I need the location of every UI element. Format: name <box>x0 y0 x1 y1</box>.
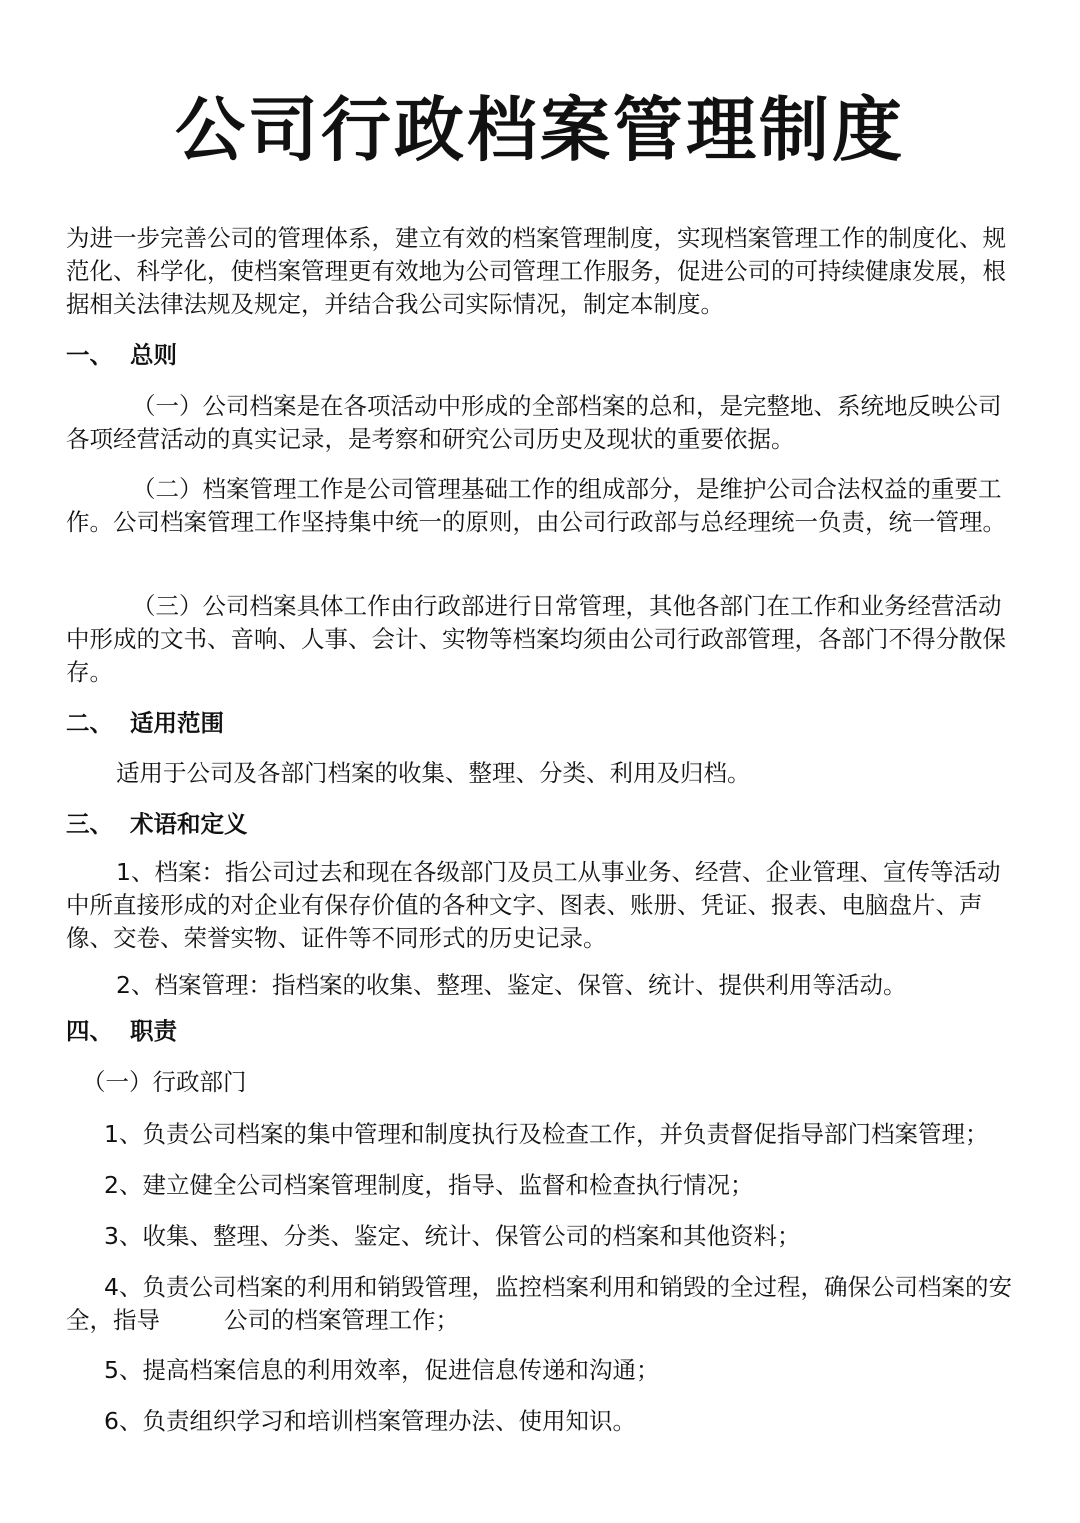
general-item-3: （三）公司档案具体工作由行政部进行日常管理，其他各部门在工作和业务经营活动中形成的文书、音响、人事、会计、实物等档案均须由公司行政部管理，各部门不得分散保存。 <box>66 592 1006 686</box>
section-number: 二、 <box>66 709 113 737</box>
duties-item-4-text-end: 公司的档案管理工作； <box>224 1306 459 1334</box>
section-number: 三、 <box>66 810 113 838</box>
section-title: 适用范围 <box>130 709 224 737</box>
duties-item-4-text: 4、负责公司档案的利用和销毁管理，监控档案利用和销毁的全过程，确保公司档案的安全，指导 <box>66 1273 1012 1334</box>
document-title: 公司行政档案管理制度 <box>175 89 905 171</box>
intro-paragraph: 为进一步完善公司的管理体系，建立有效的档案管理制度，实现档案管理工作的制度化、规范化、科学化，使档案管理更有效地为公司管理工作服务，促进公司的可持续健康发展，根据相关法律法规及规定，并结合我公司实际情况，制定本制度。 <box>66 224 1006 318</box>
section-title: 职责 <box>130 1017 177 1045</box>
section-number: 一、 <box>66 341 113 369</box>
duties-item-4 <box>66 1271 1016 1337</box>
scope-text: 适用于公司及各部门档案的收集、整理、分类、利用及归档。 <box>116 759 751 787</box>
duties-item-1: 1、负责公司档案的集中管理和制度执行及检查工作，并负责督促指导部门档案管理； <box>104 1120 989 1148</box>
terms-item-1: 1、档案：指公司过去和现在各级部门及员工从事业务、经营、企业管理、宣传等活动中所直接形成的对企业有保存价值的各种文字、图表、账册、凭证、报表、电脑盘片、声像、交卷、荣誉实物、证件等不同形式的历史记录。 <box>66 858 1001 952</box>
duties-item-5: 5、提高档案信息的利用效率，促进信息传递和沟通； <box>104 1356 660 1384</box>
section-heading-scope <box>66 707 1016 740</box>
section-title: 术语和定义 <box>130 810 248 838</box>
duties-item-6: 6、负责组织学习和培训档案管理办法、使用知识。 <box>104 1407 636 1435</box>
section-heading-terms <box>66 808 1016 841</box>
terms-item-2: 2、档案管理：指档案的收集、整理、鉴定、保管、统计、提供利用等活动。 <box>116 971 907 999</box>
section-number: 四、 <box>66 1017 113 1045</box>
section-heading-general <box>66 339 1016 372</box>
duties-item-3: 3、收集、整理、分类、鉴定、统计、保管公司的档案和其他资料； <box>104 1222 801 1250</box>
section-heading-duties <box>66 1015 1016 1048</box>
duties-item-2: 2、建立健全公司档案管理制度，指导、监督和检查执行情况； <box>104 1171 754 1199</box>
general-item-1: （一）公司档案是在各项活动中形成的全部档案的总和，是完整地、系统地反映公司各项经营活动的真实记录，是考察和研究公司历史及现状的重要依据。 <box>66 392 1002 453</box>
section-title: 总则 <box>130 341 177 369</box>
general-item-2: （二）档案管理工作是公司管理基础工作的组成部分，是维护公司合法权益的重要工作。公司档案管理工作坚持集中统一的原则，由公司行政部与总经理统一负责，统一管理。 <box>66 475 1006 536</box>
duties-subheading: （一）行政部门 <box>82 1068 247 1096</box>
